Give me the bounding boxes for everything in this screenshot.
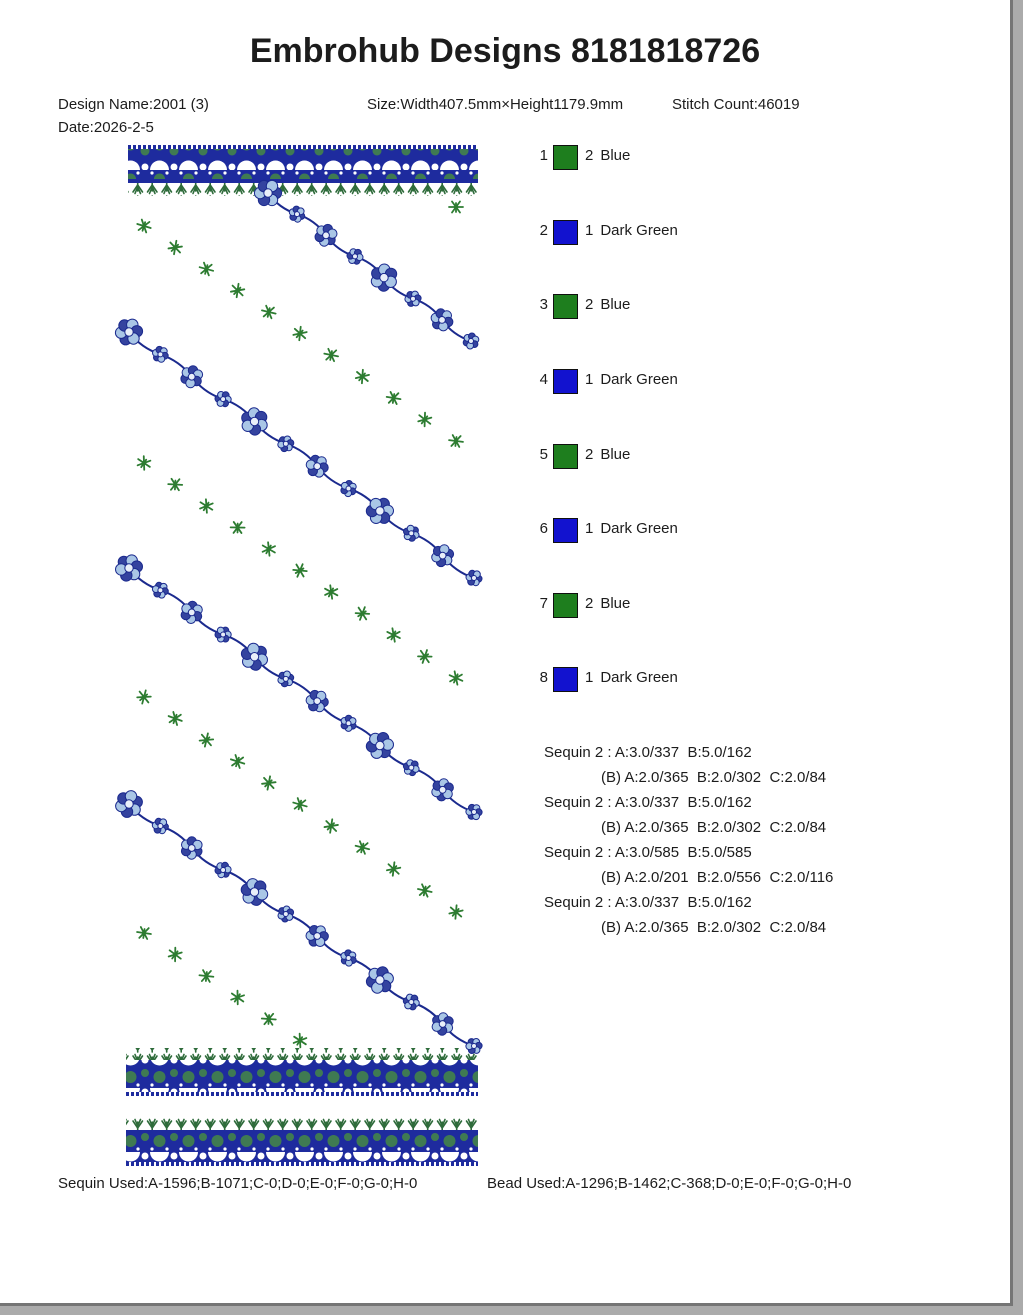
color-swatch [553, 145, 578, 170]
legend-item [532, 667, 678, 692]
legend-color-name: Blue [600, 147, 631, 164]
legend-count: 1 [585, 669, 594, 686]
legend-color-name: Dark Green [600, 520, 678, 537]
legend-index: 8 [539, 669, 548, 686]
legend-index: 4 [539, 371, 548, 388]
color-swatch [553, 593, 578, 618]
color-swatch [553, 444, 578, 469]
legend-index: 6 [539, 520, 548, 537]
legend-count: 2 [585, 147, 594, 164]
page-title: Embrohub Designs 8181818726 [249, 32, 761, 70]
legend-count: 2 [585, 595, 594, 612]
legend-item [532, 220, 678, 245]
bead-used-text: Bead Used:A-1296;B-1462;C-368;D-0;E-0;F-0;G-0;H-0 [487, 1175, 852, 1192]
legend-item [532, 444, 630, 469]
color-swatch [553, 369, 578, 394]
legend-color-name: Dark Green [600, 371, 678, 388]
sequin-info-line: (B) A:2.0/365 B:2.0/302 C:2.0/84 [601, 769, 827, 786]
legend-item [532, 294, 630, 319]
legend-count: 2 [585, 296, 594, 313]
legend-index: 5 [539, 446, 548, 463]
legend-color-name: Blue [600, 296, 631, 313]
legend-item [532, 593, 630, 618]
sequin-info-line: (B) A:2.0/365 B:2.0/302 C:2.0/84 [601, 819, 827, 836]
legend-index: 2 [539, 222, 548, 239]
legend-count: 1 [585, 520, 594, 537]
legend-count: 1 [585, 222, 594, 239]
color-swatch [553, 220, 578, 245]
sequin-used-text: Sequin Used:A-1596;B-1071;C-0;D-0;E-0;F-0;G-0;H-0 [58, 1175, 418, 1192]
sequin-info-line: (B) A:2.0/365 B:2.0/302 C:2.0/84 [601, 919, 827, 936]
legend-color-name: Dark Green [600, 222, 678, 239]
legend-index: 3 [539, 296, 548, 313]
legend-count: 1 [585, 371, 594, 388]
sequin-info-line: Sequin 2 : A:3.0/585 B:5.0/585 [544, 844, 752, 861]
stitch-count-text: Stitch Count:46019 [672, 96, 800, 113]
legend-color-name: Blue [600, 446, 631, 463]
design-name-text: Design Name:2001 (3) [58, 96, 209, 113]
legend-index: 7 [539, 595, 548, 612]
color-swatch [553, 518, 578, 543]
sequin-info-line: Sequin 2 : A:3.0/337 B:5.0/162 [544, 794, 752, 811]
legend-color-name: Dark Green [600, 669, 678, 686]
design-date-text: Date:2026-2-5 [58, 119, 154, 136]
legend-item [532, 518, 678, 543]
color-swatch [553, 294, 578, 319]
legend-index: 1 [539, 147, 548, 164]
legend-item [532, 145, 630, 170]
sequin-info-line: Sequin 2 : A:3.0/337 B:5.0/162 [544, 894, 752, 911]
sequin-info-block [544, 740, 833, 940]
legend-item [532, 369, 678, 394]
legend-count: 2 [585, 446, 594, 463]
sequin-info-line: Sequin 2 : A:3.0/337 B:5.0/162 [544, 744, 752, 761]
color-swatch [553, 667, 578, 692]
legend-color-name: Blue [600, 595, 631, 612]
sequin-info-line: (B) A:2.0/201 B:2.0/556 C:2.0/116 [601, 869, 834, 886]
design-size-text: Size:Width407.5mm×Height1179.9mm [367, 96, 624, 113]
